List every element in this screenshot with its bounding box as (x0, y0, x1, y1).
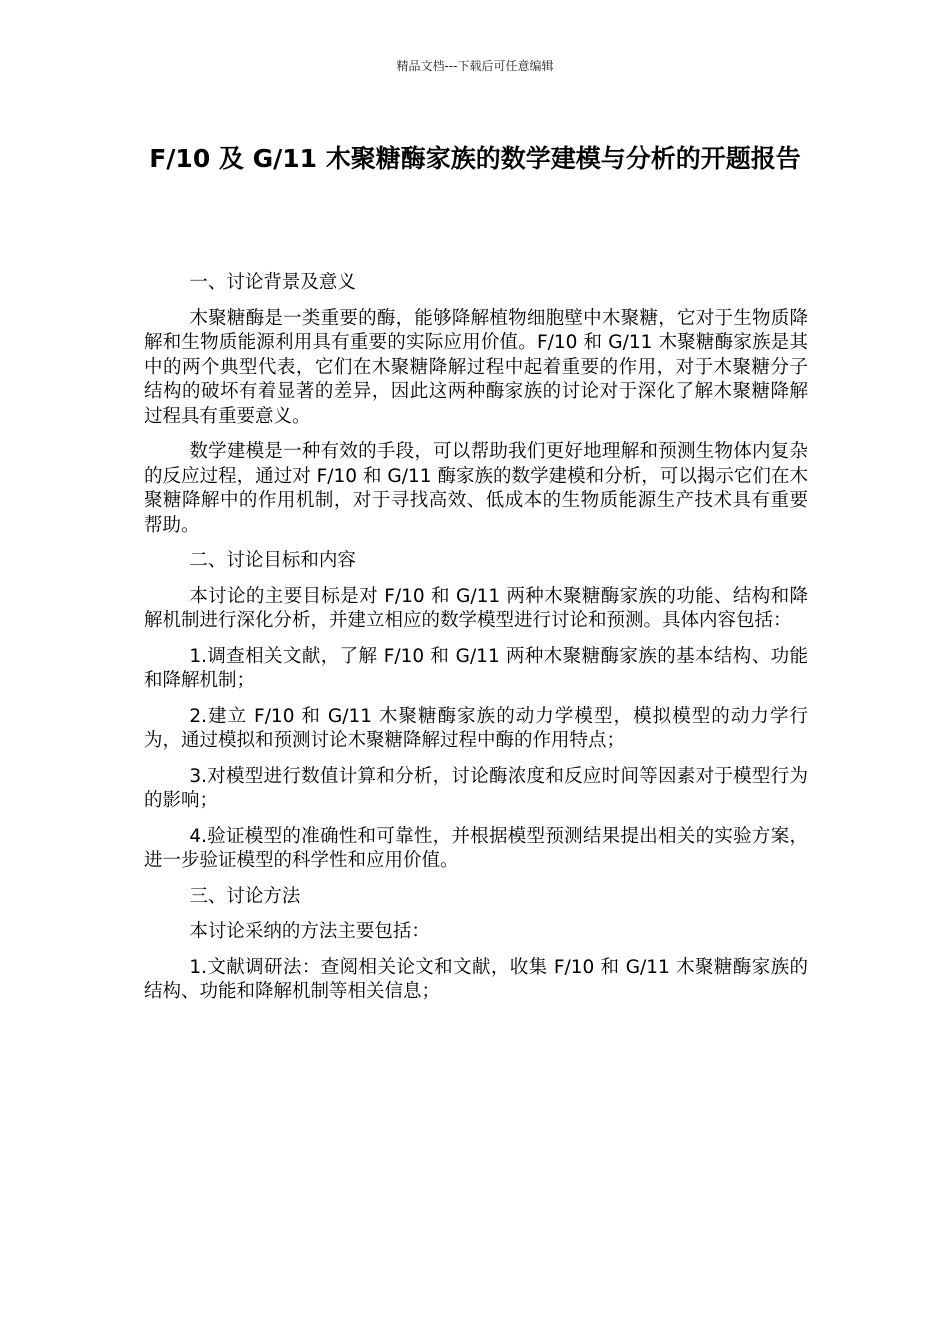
document-title: F/10 及 G/11 木聚糖酶家族的数学建模与分析的开题报告 (149, 144, 801, 173)
list-item-goal-3: 3.对模型进行数值计算和分析，讨论酶浓度和反应时间等因素对于模型行为的影响； (144, 765, 808, 811)
paragraph-goals: 本讨论的主要目标是对 F/10 和 G/11 两种木聚糖酶家族的功能、结构和降解机制进行深化分析，并建立相应的数学模型进行讨论和预测。具体内容包括： (144, 585, 808, 631)
section-heading-methods: 三、讨论方法 (189, 885, 301, 907)
section-heading-goals: 二、讨论目标和内容 (189, 550, 356, 571)
list-item-goal-1: 1.调查相关文献，了解 F/10 和 G/11 两种木聚糖酶家族的基本结构、功能和降解机制； (144, 645, 808, 691)
list-item-method-1: 1.文献调研法：查阅相关论文和文献，收集 F/10 和 G/11 木聚糖酶家族的结构、功能和降解机制等相关信息； (144, 956, 808, 1002)
document-body (144, 271, 808, 1016)
header-note: 精品文档---下载后可任意编辑 (396, 59, 554, 73)
section-heading-background: 一、讨论背景及意义 (189, 272, 356, 293)
list-item-goal-2: 2.建立 F/10 和 G/11 木聚糖酶家族的动力学模型，模拟模型的动力学行为，通过模拟和预测讨论木聚糖降解过程中酶的作用特点； (144, 705, 808, 751)
paragraph-background-2: 数学建模是一种有效的手段，可以帮助我们更好地理解和预测生物体内复杂的反应过程，通过对 F/10 和 G/11 酶家族的数学建模和分析，可以揭示它们在木聚糖降解中的作用机制，对于寻找高效、低成本的生物质能源生产技术具有重要帮助。 (144, 441, 808, 536)
list-item-goal-4: 4.验证模型的准确性和可靠性，并根据模型预测结果提出相关的实验方案，进一步验证模型的科学性和应用价值。 (144, 825, 808, 871)
paragraph-background-1: 木聚糖酶是一类重要的酶，能够降解植物细胞壁中木聚糖，它对于生物质降解和生物质能源利用具有重要的实际应用价值。F/10 和 G/11 木聚糖酶家族是其中的两个典型代表，它们在木聚糖降解过程中起着重要的作用，对于木聚糖分子结构的破坏有着显著的差异，因此这两种酶家族的讨论对于深化了解木聚糖降解过程具有重要意义。 (144, 307, 808, 427)
paragraph-methods-intro: 本讨论采纳的方法主要包括： (189, 921, 430, 942)
